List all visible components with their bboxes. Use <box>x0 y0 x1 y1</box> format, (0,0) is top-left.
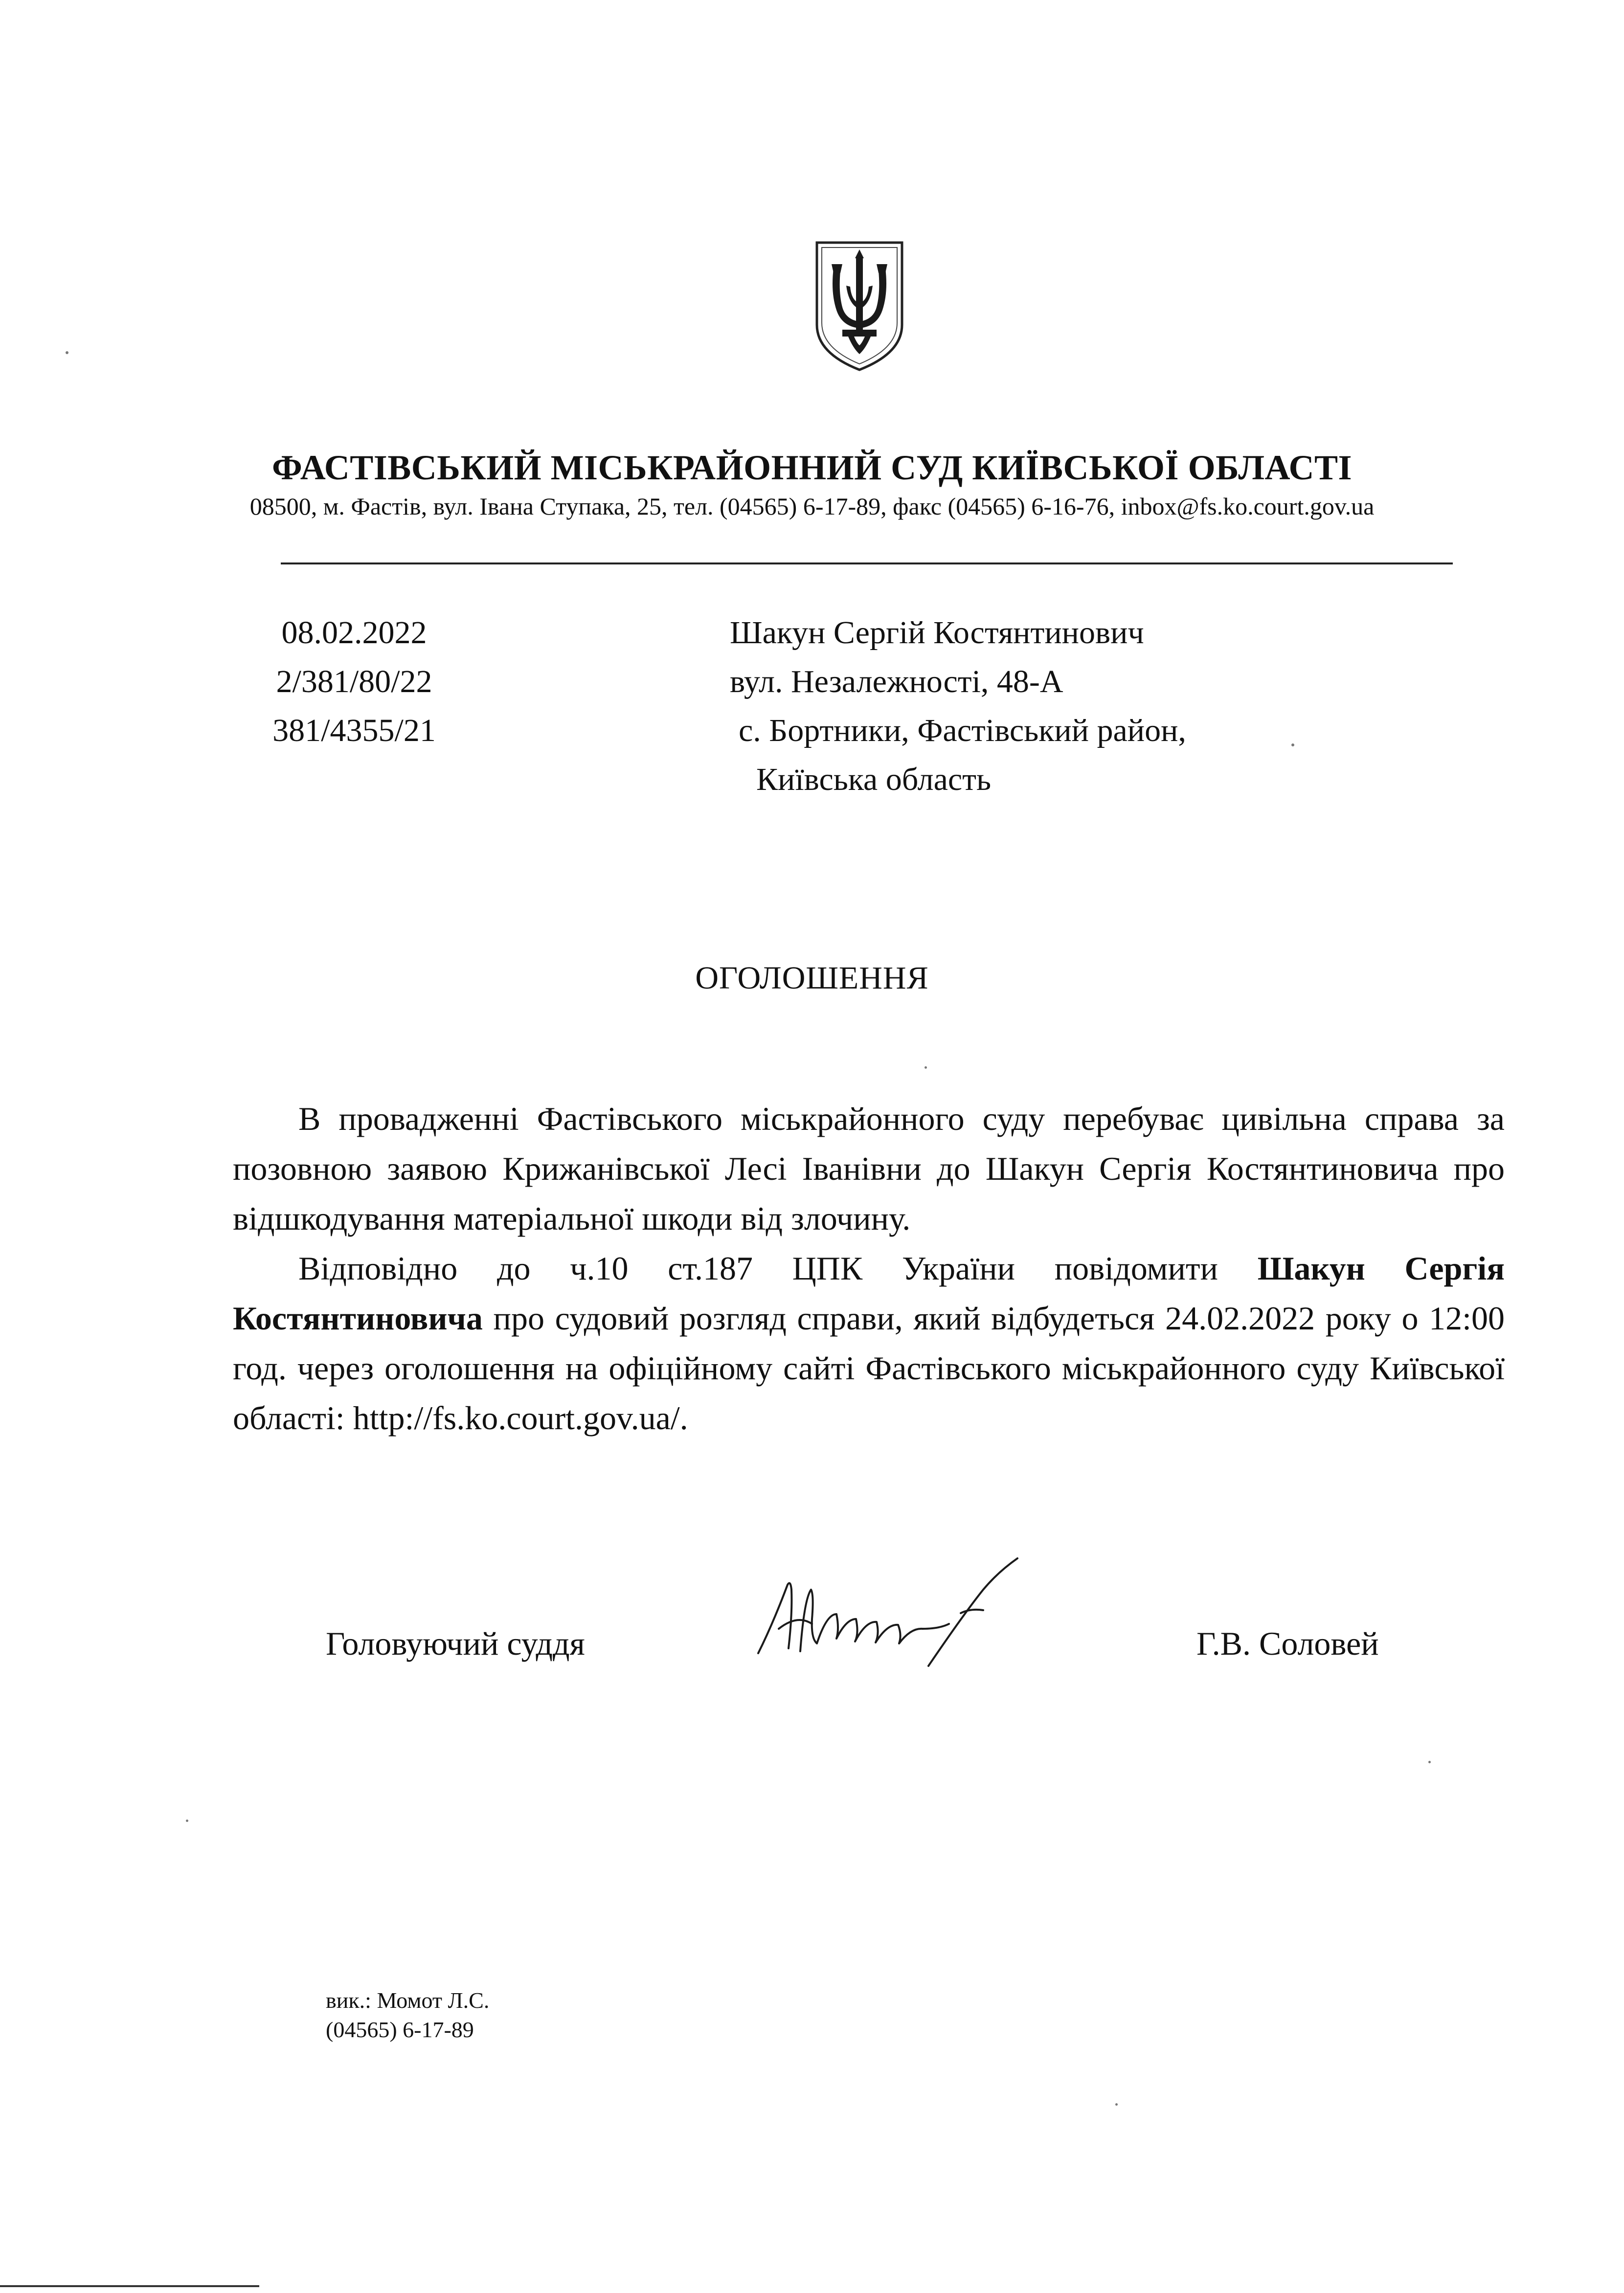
defendant-name-bold: Шакун Сергія Костянтиновича <box>233 1250 1505 1337</box>
executor-phone: (04565) 6-17-89 <box>326 2017 474 2042</box>
document-title: ОГОЛОШЕННЯ <box>695 960 929 996</box>
addressee-region: Київська область <box>756 762 992 797</box>
scan-speck <box>1291 743 1294 746</box>
addressee-village: с. Бортники, Фастівський район, <box>739 713 1186 748</box>
body-paragraph-2 <box>233 1243 1505 1443</box>
addressee-street: вул. Незалежності, 48-А <box>730 664 1063 699</box>
body-paragraph-2-end: про судовий розгляд справи, який відбудеться 24.02.2022 року о 12:00 год. через оголошення на офіційному сайті Фастівського міськрайонного суду Київської області: http://fs.ko.court.gov.ua/. <box>233 1300 1505 1437</box>
outgoing-number: 2/381/80/22 <box>276 664 432 699</box>
body-paragraph-2-start: Відповідно до ч.10 ст.187 ЦПК України повідомити <box>298 1250 1258 1287</box>
document-date: 08.02.2022 <box>281 615 427 651</box>
announcement-body <box>233 1094 1505 1443</box>
scan-speck <box>925 1066 927 1069</box>
scan-speck <box>186 1820 188 1822</box>
addressee-block <box>730 608 1186 804</box>
executor-name: вик.: Момот Л.С. <box>326 1988 490 2013</box>
court-name: ФАСТІВСЬКИЙ МІСЬКРАЙОННИЙ СУД КИЇВСЬКОЇ ОБЛАСТІ <box>271 448 1352 487</box>
scan-speck <box>1428 1761 1431 1763</box>
document-references <box>251 608 457 755</box>
court-contacts: 08500, м. Фастів, вул. Івана Ступака, 25, тел. (04565) 6-17-89, факс (04565) 6-16-76, inbox@fs.ko.court.gov.ua <box>249 493 1375 520</box>
executor-info <box>326 1986 489 2045</box>
trident-coat-of-arms-icon <box>814 239 905 374</box>
scan-speck <box>66 351 68 354</box>
scan-edge-line <box>0 2285 259 2287</box>
handwritten-signature <box>753 1555 1027 1668</box>
scan-speck <box>1115 2103 1118 2106</box>
header-divider <box>281 562 1453 564</box>
case-number: 381/4355/21 <box>272 713 436 748</box>
judge-name: Г.В. Соловей <box>1196 1625 1379 1662</box>
judge-role: Головуючий суддя <box>326 1625 585 1662</box>
addressee-name: Шакун Сергій Костянтинович <box>730 615 1144 651</box>
body-paragraph-1: В провадженні Фастівського міськрайонного суду перебуває цивільна справа за позовною заявою Крижанівської Лесі Іванівни до Шакун Сергія Костянтиновича про відшкодування матеріальної шкоди від злочину. <box>233 1100 1505 1237</box>
